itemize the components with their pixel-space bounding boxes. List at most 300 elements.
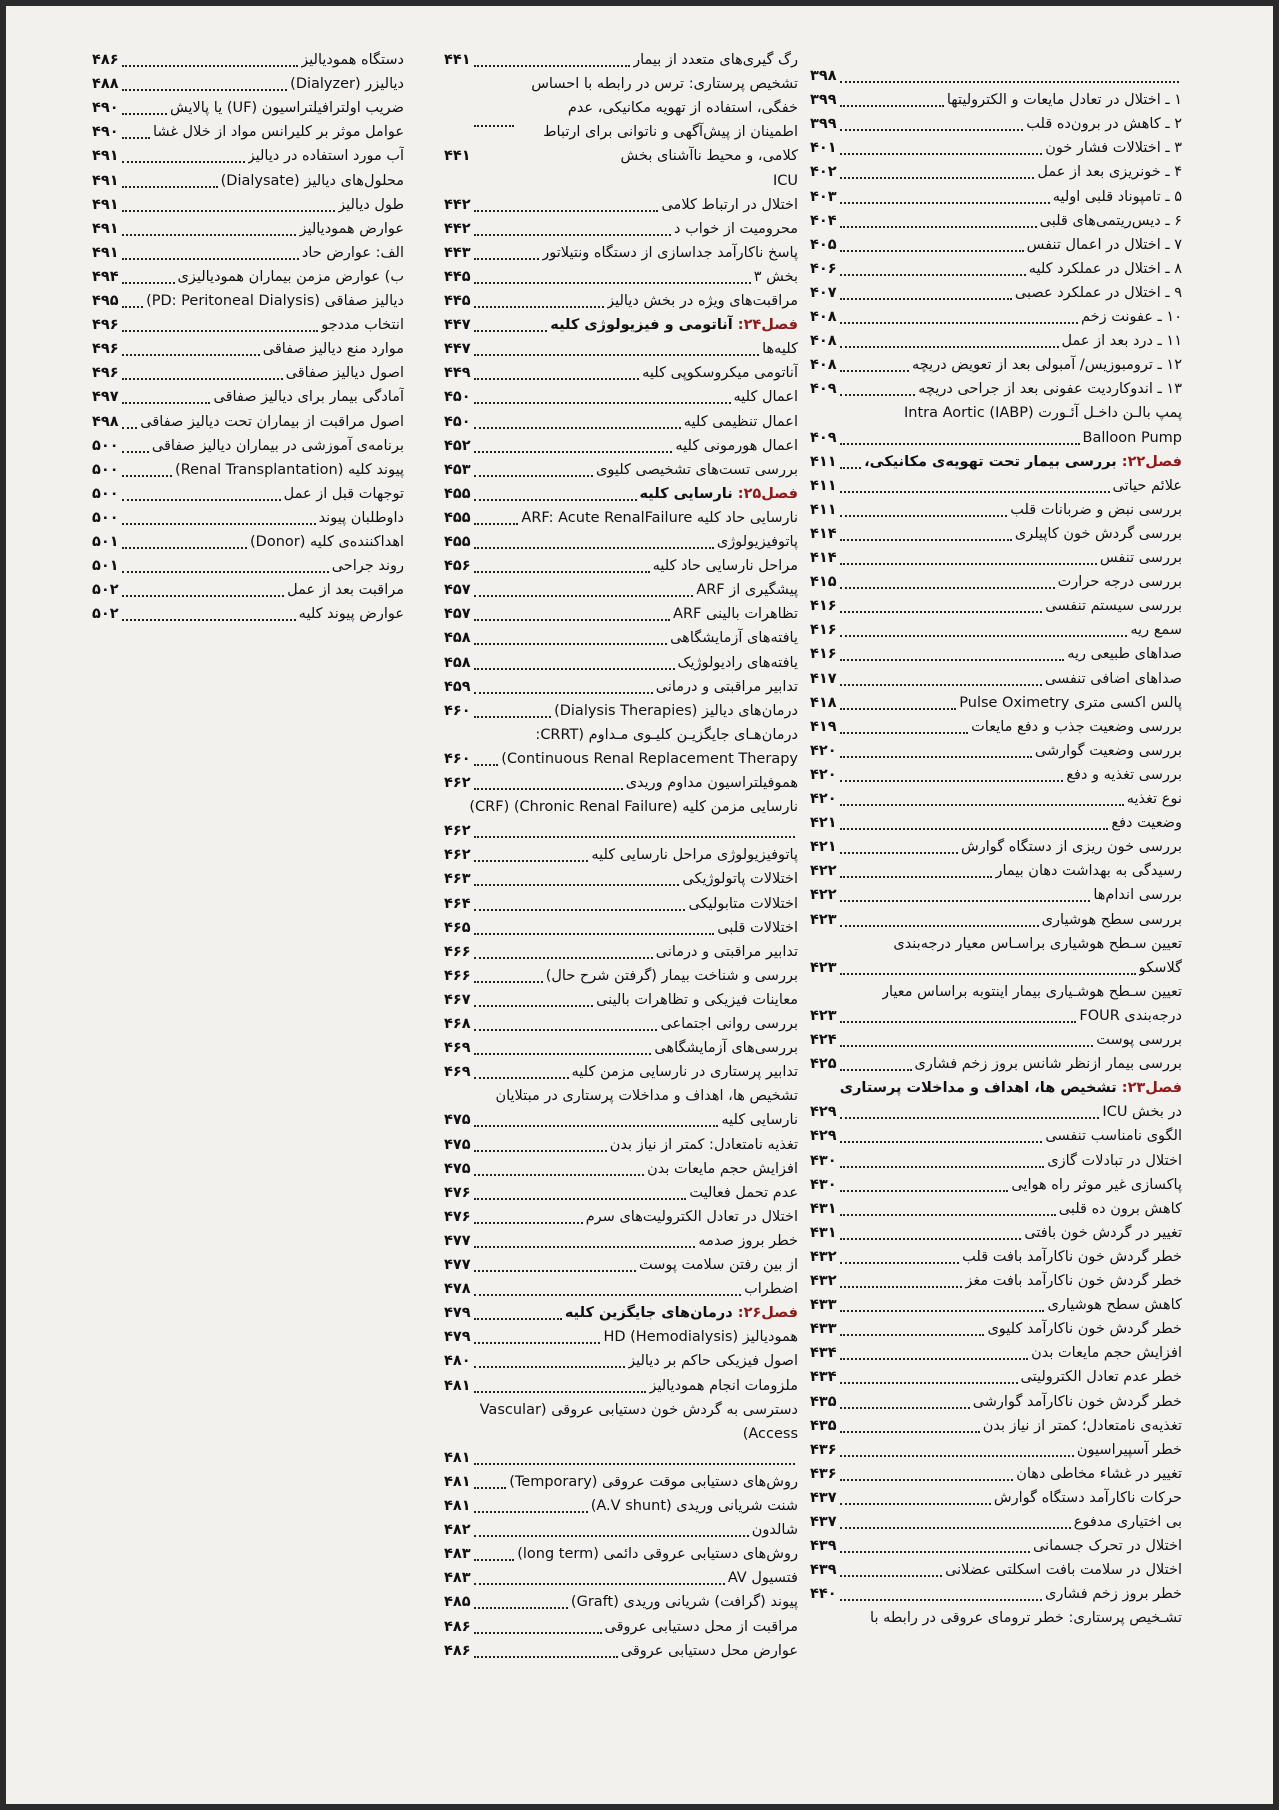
toc-page-number: ۴۹۱ — [92, 220, 119, 237]
toc-entry-title: حرکات ناکارآمد دستگاه گوارش — [993, 1489, 1182, 1506]
toc-entry — [810, 209, 1182, 234]
toc-entry — [444, 1422, 798, 1447]
dot-leader — [474, 544, 714, 549]
toc-entry-title: ۹ ـ اختلال در عملکرد عصبی — [1014, 284, 1182, 301]
toc-entry — [444, 1374, 798, 1399]
dot-leader — [122, 303, 144, 308]
toc-entry-title: اعمال هورمونی کلیه — [675, 437, 798, 454]
toc-entry-title: درجه‌بندی FOUR — [1079, 1007, 1182, 1024]
toc-page-number: ۵۰۰ — [92, 437, 119, 454]
toc-entry-title: Continuous Renal Replacement Therapy) — [501, 750, 798, 767]
toc-page-number: ۴۳۹ — [810, 1538, 837, 1555]
dot-leader — [122, 616, 296, 621]
toc-entry-title: تغییر در غشاء مخاطی دهان — [1016, 1465, 1182, 1482]
toc-entry-title: یافته‌های آزمایشگاهی — [670, 630, 798, 647]
toc-entry-title: ۶ ـ دیس‌ریتمی‌های قلبی — [1039, 212, 1182, 229]
toc-entry — [444, 819, 798, 844]
toc-page-number: ۴۲۰ — [810, 742, 837, 759]
toc-entry-title: شنت شریانی وریدی (A.V shunt) — [590, 1498, 798, 1514]
toc-page-number: ۴۹۴ — [92, 268, 119, 285]
toc-entry — [444, 313, 798, 338]
toc-entry — [92, 458, 404, 483]
toc-entry — [810, 883, 1182, 908]
toc-entry — [444, 1133, 798, 1158]
toc-page-number: ۴۸۶ — [92, 52, 119, 68]
toc-entry-title: آناتومی میکروسکوپی کلیه — [642, 365, 798, 382]
toc-page-number: ۴۴۳ — [444, 244, 471, 261]
toc-entry-title: ۷ ـ اختلال در اعمال تنفس — [1026, 236, 1182, 253]
toc-entry — [444, 169, 798, 194]
toc-entry-title: خطر گردش خون ناکارآمد کلیوی — [987, 1321, 1182, 1338]
toc-entry-title: تدابیر مراقبتی و درمانی — [655, 943, 798, 960]
toc-entry — [444, 747, 798, 772]
dot-leader — [474, 857, 589, 862]
toc-entry — [810, 932, 1182, 957]
toc-page-number: ۴۲۹ — [810, 1104, 837, 1121]
dot-leader — [840, 271, 1026, 276]
toc-entry — [444, 1060, 798, 1085]
toc-entry-title: Balloon Pump — [1082, 429, 1182, 446]
toc-entry — [810, 281, 1182, 306]
dot-leader — [474, 906, 686, 911]
toc-entry — [810, 1197, 1182, 1222]
dot-leader — [840, 1524, 1071, 1529]
dot-leader — [122, 327, 319, 332]
toc-entry-title: روش‌های دستیابی موقت عروقی (Temporary) — [509, 1473, 798, 1490]
toc-entry-title: خطر بروز صدمه — [698, 1232, 798, 1249]
toc-page-number: ۴۹۶ — [92, 365, 119, 382]
toc-entry-title: بخش ۳ — [753, 268, 798, 285]
toc-entry — [810, 185, 1182, 210]
toc-entry — [810, 908, 1182, 933]
toc-page-number: ۴۴۱ — [444, 52, 471, 68]
dot-leader — [840, 1283, 963, 1288]
dot-leader — [840, 608, 1043, 613]
dot-leader — [474, 930, 715, 935]
toc-column-middle — [444, 6, 798, 1804]
toc-entry — [810, 112, 1182, 137]
toc-entry-title: اضطراب — [744, 1281, 798, 1298]
dot-leader — [474, 1074, 569, 1079]
toc-page-number: ۴۳۷ — [810, 1489, 837, 1506]
toc-page-number: ۴۶۶ — [444, 943, 471, 960]
toc-page-number: ۴۱۱ — [810, 477, 837, 494]
dot-leader — [122, 520, 316, 525]
toc-entry — [444, 530, 798, 555]
toc-entry — [810, 1293, 1182, 1318]
toc-entry-title: بررسی اندام‌ها — [1093, 887, 1182, 904]
dot-leader — [840, 1331, 985, 1336]
toc-page-number: ۴۰۵ — [810, 236, 837, 253]
dot-leader — [840, 102, 944, 107]
toc-entry — [92, 313, 404, 338]
toc-page-number: ۴۶۸ — [444, 1016, 471, 1032]
toc-entry — [810, 474, 1182, 499]
toc-entry-title: عوارض همودیالیز — [299, 220, 404, 237]
toc-entry — [810, 329, 1182, 354]
toc-page-number: ۴۹۱ — [92, 196, 119, 213]
dot-leader — [474, 375, 640, 380]
toc-entry — [444, 1566, 798, 1591]
toc-entry — [92, 578, 404, 603]
toc-entry — [810, 667, 1182, 692]
toc-entry-title: اصول مراقبت از بیماران تحت دیالیز صفاقی — [140, 413, 404, 430]
dot-leader — [474, 1363, 626, 1368]
toc-entry-title: شالدون — [751, 1522, 798, 1539]
toc-page-number: ۴۳۱ — [810, 1224, 837, 1241]
toc-page-number: ۴۳۳ — [810, 1297, 837, 1314]
dot-leader — [840, 922, 1039, 927]
toc-entry — [810, 1028, 1182, 1053]
toc-page-number: ۴۲۰ — [810, 766, 837, 783]
toc-entry — [810, 956, 1182, 981]
dot-leader — [122, 351, 260, 356]
toc-entry-title: صداهای اضافی تنفسی — [1044, 670, 1182, 687]
dot-leader — [840, 391, 916, 396]
toc-entry — [444, 410, 798, 435]
toc-entry-title: ICU — [772, 172, 798, 189]
toc-entry — [810, 498, 1182, 523]
toc-entry-title: ۱ ـ اختلال در تعادل مایعات و الکترولیتها — [946, 92, 1182, 109]
toc-entry-title: نوع تغذیه — [1126, 791, 1182, 807]
toc-entry-title: طول دیالیز — [338, 196, 404, 213]
toc-page-number: ۴۸۱ — [444, 1377, 471, 1394]
toc-entry — [810, 1462, 1182, 1487]
dot-leader — [122, 207, 336, 212]
toc-page-number: ۴۲۱ — [810, 839, 837, 856]
dot-leader — [840, 536, 1012, 541]
toc-entry-title: ۸ ـ اختلال در عملکرد کلیه — [1028, 260, 1182, 277]
toc-entry-title: نارسایی حاد کلیه ARF: Acute RenalFailure — [521, 509, 798, 526]
toc-entry — [444, 361, 798, 386]
toc-page-number: ۴۳۵ — [810, 1417, 837, 1434]
toc-entry-title: اختلالات پاتولوژیکی — [682, 871, 798, 888]
dot-leader — [122, 231, 297, 236]
toc-entry-title: عدم تحمل فعالیت — [689, 1184, 798, 1201]
dot-leader — [840, 656, 1065, 661]
toc-entry — [444, 675, 798, 700]
toc-entry — [810, 1124, 1182, 1149]
dot-leader — [122, 448, 149, 453]
toc-entry-title: اختلال در تبادلات گازی — [1047, 1152, 1182, 1169]
toc-entry — [92, 48, 404, 73]
toc-entry-title: بررسی وضعیت جذب و دفع مایعات — [971, 718, 1182, 735]
toc-entry — [444, 482, 798, 507]
toc-entry — [810, 691, 1182, 716]
toc-entry — [810, 642, 1182, 667]
toc-entry-title: عوامل موثر بر کلیرانس مواد از خلال غشا — [152, 124, 404, 141]
toc-entry — [810, 1534, 1182, 1559]
toc-entry-title: پیوند کلیه (Renal Transplantation) — [175, 461, 404, 478]
toc-entry-title: تشخیص ها، اهداف و مداخلات پرستاری در مبتلایان — [495, 1088, 798, 1105]
toc-entry — [810, 1510, 1182, 1535]
toc-entry — [810, 160, 1182, 185]
toc-entry-title: مراقبت از محل دستیابی عروقی — [604, 1618, 798, 1635]
toc-entry — [92, 530, 404, 555]
toc-entry — [444, 1084, 798, 1109]
toc-entry — [444, 723, 798, 748]
dot-leader — [474, 1460, 795, 1465]
toc-entry-title: تدابیر پرستاری در نارسایی مزمن کلیه — [571, 1064, 798, 1081]
toc-entry — [444, 1639, 798, 1664]
dot-leader — [840, 705, 957, 710]
toc-entry — [810, 1173, 1182, 1198]
toc-entry — [810, 64, 1182, 89]
toc-entry — [444, 1494, 798, 1519]
toc-page-number: ۴۶۹ — [444, 1040, 471, 1057]
toc-page-number: ۴۳۳ — [810, 1321, 837, 1338]
toc-page-number: ۴۲۱ — [810, 815, 837, 832]
toc-entry — [444, 1349, 798, 1374]
toc-entry-title: انتخاب مددجو — [321, 317, 404, 334]
toc-entry-title: بررسی‌های آزمایشگاهی — [654, 1040, 798, 1057]
toc-page-number: ۴۶۰ — [444, 702, 471, 719]
toc-entry — [810, 233, 1182, 258]
toc-entry-title: عوارض محل دستیابی عروقی — [620, 1642, 798, 1659]
dot-leader — [474, 568, 650, 573]
dot-leader — [840, 897, 1091, 902]
toc-entry-title: آناتومی و فیزیولوژی کلیه — [550, 317, 733, 334]
toc-entry-title: پیشگیری از ARF — [696, 582, 798, 599]
toc-page-number: ۴۸۲ — [444, 1522, 471, 1539]
dot-leader — [474, 761, 499, 766]
toc-entry-title: صداهای طبیعی ریه — [1067, 646, 1182, 663]
toc-entry-title: خطر گردش خون ناکارآمد بافت مغز — [965, 1273, 1182, 1289]
toc-entry-title: آب مورد استفاده در دیالیز — [247, 148, 404, 165]
toc-entry — [810, 739, 1182, 764]
dot-leader — [840, 1018, 1077, 1023]
toc-entry — [810, 980, 1182, 1005]
dot-leader — [474, 303, 605, 308]
toc-page-number: ۴۸۰ — [444, 1353, 471, 1370]
toc-entry — [444, 1398, 798, 1423]
toc-page-number: ۴۲۳ — [810, 911, 837, 928]
toc-entry — [92, 217, 404, 242]
toc-entry-title: تغییر در گردش خون بافتی — [1024, 1224, 1182, 1241]
toc-entry — [92, 169, 404, 194]
toc-page-number: ۴۸۱ — [444, 1449, 471, 1466]
dot-leader — [840, 1596, 1042, 1601]
dot-leader — [474, 1629, 602, 1634]
toc-page-number: ۴۳۰ — [810, 1176, 837, 1193]
toc-entry-title: خطر گردش خون ناکارآمد بافت قلب — [962, 1248, 1182, 1265]
toc-entry — [444, 578, 798, 603]
toc-entry — [444, 72, 798, 168]
dot-leader — [840, 1548, 1030, 1553]
toc-entry — [444, 771, 798, 796]
toc-entry-title: اختلال در سلامت بافت اسکلتی عضلانی — [945, 1562, 1182, 1579]
dot-leader — [474, 689, 653, 694]
toc-entry — [444, 434, 798, 459]
dot-leader — [840, 681, 1042, 686]
toc-entry-title: خطر گردش خون ناکارآمد گوارشی — [972, 1393, 1182, 1410]
toc-entry — [810, 305, 1182, 330]
toc-page-number: ۴۴۵ — [444, 293, 471, 309]
toc-entry — [810, 1221, 1182, 1246]
toc-entry-title: بررسی تنفس — [1099, 550, 1182, 566]
dot-leader — [840, 801, 1124, 806]
toc-page-number: ۴۱۶ — [810, 598, 837, 615]
toc-entry-title: بررسی گردش خون کاپیلری — [1014, 525, 1182, 542]
dot-leader — [474, 1267, 636, 1272]
dot-leader — [840, 1235, 1022, 1240]
dot-leader — [122, 544, 247, 549]
toc-entry — [444, 1157, 798, 1182]
toc-page-number: ۴۵۰ — [444, 413, 471, 430]
dot-leader — [122, 62, 299, 67]
toc-entry — [810, 1558, 1182, 1583]
toc-entry — [810, 522, 1182, 547]
dot-leader — [840, 1042, 1094, 1047]
dot-leader — [840, 174, 1035, 179]
toc-entry — [810, 1004, 1182, 1029]
toc-page-number: ۴۹۶ — [92, 317, 119, 334]
toc-entry — [444, 1301, 798, 1326]
toc-page-number: ۴۴۷ — [444, 341, 471, 358]
toc-entry-title: کاهش سطح هوشیاری — [1047, 1297, 1182, 1314]
toc-entry-title: برنامه‌ی آموزشی در بیماران دیالیز صفاقی — [151, 437, 404, 454]
toc-entry — [810, 1076, 1182, 1101]
toc-entry-title: محرومیت از خواب د — [674, 220, 798, 237]
toc-page-number: ۴۷۹ — [444, 1305, 471, 1322]
toc-page-number: ۴۲۵ — [810, 1056, 837, 1073]
toc-entry-title: درمان‌هـای جایگزیـن کلیـوی مـداوم (CRRT: — [535, 726, 798, 743]
toc-entry — [810, 426, 1182, 451]
toc-entry-title: درمان‌های دیالیز (Dialysis Therapies) — [554, 702, 798, 719]
dot-leader — [122, 183, 218, 188]
dot-leader — [474, 279, 751, 284]
toc-page-number: ۴۵۷ — [444, 582, 471, 599]
toc-entry — [444, 1205, 798, 1230]
toc-entry-title: اهداکننده‌ی کلیه (Donor) — [250, 534, 404, 550]
toc-page-number: ۴۶۳ — [444, 871, 471, 888]
toc-entry-title: دسترسی به گردش خون دستیابی عروقی (Vascular — [479, 1401, 798, 1418]
toc-entry-title: موارد منع دیالیز صفاقی — [262, 341, 404, 358]
toc-entry — [92, 120, 404, 145]
toc-page-number: ۴۸۶ — [444, 1618, 471, 1635]
toc-entry-title: بی اختیاری مدفوع — [1073, 1514, 1182, 1530]
toc-entry-title: علائم حیاتی — [1112, 477, 1182, 494]
toc-entry-title: در بخش ICU — [1102, 1104, 1182, 1121]
toc-page-number: ۵۰۲ — [92, 582, 119, 599]
toc-page-number: ۴۷۵ — [444, 1112, 471, 1129]
toc-page-number: ۴۵۸ — [444, 630, 471, 647]
toc-entry — [92, 434, 404, 459]
toc-column-right — [810, 6, 1182, 1804]
toc-entry-title: ۴ ـ خونریزی بعد از عمل — [1037, 164, 1182, 181]
toc-entry-title: دستگاه همودیالیز — [301, 52, 404, 68]
toc-entry-title: اعمال کلیه — [733, 389, 798, 406]
toc-entry-title: یافته‌های رادیولوژیک — [677, 654, 798, 671]
toc-entry — [810, 1390, 1182, 1415]
toc-entry-title: پالس اکسی متری Pulse Oximetry — [959, 694, 1182, 711]
toc-page-number: ۴۲۴ — [810, 1032, 837, 1048]
toc-entry-title: بررسی نبض و ضربانات قلب — [1010, 501, 1182, 518]
toc-page-number: ۴۵۸ — [444, 654, 471, 671]
toc-entry-title: پاسخ ناکارآمد جداسازی از دستگاه ونتیلاتور — [542, 244, 798, 261]
toc-entry — [810, 1486, 1182, 1511]
toc-page-number: ۴۶۰ — [444, 750, 471, 767]
toc-page-number: ۴۵۲ — [444, 437, 471, 454]
toc-page-number: ۴۸۵ — [444, 1594, 471, 1611]
chapter-label: فصل۲۳: — [1121, 1080, 1182, 1097]
toc-entry — [444, 458, 798, 483]
toc-page-number: ۴۳۶ — [810, 1465, 837, 1482]
toc-page-number: ۴۳۴ — [810, 1369, 837, 1386]
toc-page-number: ۴۷۹ — [444, 1329, 471, 1346]
toc-entry-title: پیوند (گرافت) شریانی وریدی (Graft) — [570, 1594, 798, 1611]
toc-page-number: ۵۰۰ — [92, 461, 119, 478]
toc-entry — [810, 859, 1182, 884]
toc-page-number: ۴۳۷ — [810, 1514, 837, 1530]
toc-entry — [810, 1245, 1182, 1270]
dot-leader — [474, 881, 680, 886]
dot-leader — [840, 1259, 960, 1264]
toc-entry — [444, 1325, 798, 1350]
toc-entry-title: همودیالیز HD (Hemodialysis) — [603, 1329, 798, 1346]
toc-entry — [810, 257, 1182, 282]
toc-page-number: ۴۸۳ — [444, 1570, 471, 1587]
toc-entry-title: بررسی تغذیه و دفع — [1066, 766, 1182, 783]
dot-leader — [122, 255, 299, 260]
toc-entry-title: پمپ بالـن داخـل آئـورت (IABP) Intra Aortic — [903, 405, 1182, 422]
toc-page-number: ۴۳۵ — [810, 1393, 837, 1410]
chapter-label: فصل۲۶: — [737, 1305, 798, 1322]
dot-leader — [474, 1604, 568, 1609]
dot-leader — [474, 1532, 749, 1537]
dot-leader — [474, 665, 675, 670]
toc-entry-title: الف: عوارض حاد — [301, 244, 404, 261]
toc-entry-title: پاتوفیزیولوژی مراحل نارسایی کلیه — [591, 847, 798, 864]
dot-leader — [474, 592, 694, 597]
dot-leader — [840, 1500, 991, 1505]
toc-entry-title: اصول فیزیکی حاکم بر دیالیز — [628, 1353, 798, 1370]
toc-page-number: ۴۶۹ — [444, 1064, 471, 1081]
dot-leader — [474, 122, 514, 127]
toc-page-number: ۴۸۸ — [92, 76, 119, 93]
dot-leader — [122, 568, 329, 573]
toc-page-number: ۴۲۲ — [810, 863, 837, 880]
toc-page-number: ۴۵۵ — [444, 509, 471, 526]
toc-page-number: ۴۴۰ — [810, 1586, 837, 1603]
toc-entry-title: از بین رفتن سلامت پوست — [639, 1257, 798, 1273]
toc-page-number: ۴۳۴ — [810, 1345, 837, 1362]
toc-entry — [444, 1012, 798, 1037]
toc-entry — [444, 626, 798, 651]
toc-page-number: ۴۴۷ — [444, 317, 471, 334]
toc-entry-title: دیالیزر (Dialyzer) — [290, 76, 404, 93]
toc-entry — [810, 715, 1182, 740]
toc-page-number: ۵۰۱ — [92, 558, 119, 575]
toc-entry — [92, 265, 404, 290]
toc-entry-title: کلیه‌ها — [762, 341, 798, 358]
toc-entry — [810, 136, 1182, 161]
toc-entry — [444, 385, 798, 410]
toc-entry-title: ضریب اولترافیلتراسیون (UF) یا پالایش — [169, 100, 404, 117]
chapter-label: فصل۲۲: — [1121, 453, 1182, 470]
dot-leader — [474, 1339, 601, 1344]
toc-page-number: ۴۱۱ — [810, 501, 837, 518]
toc-page-number: ۴۵۹ — [444, 678, 471, 695]
toc-column-left — [92, 6, 404, 1804]
dot-leader — [474, 1026, 658, 1031]
toc-page-number: ۴۰۸ — [810, 357, 837, 374]
toc-page-number: ۴۰۲ — [810, 164, 837, 181]
toc-entry — [92, 72, 404, 97]
toc-entry — [810, 401, 1182, 426]
toc-entry — [444, 1108, 798, 1133]
chapter-label: فصل۲۴: — [737, 317, 798, 334]
